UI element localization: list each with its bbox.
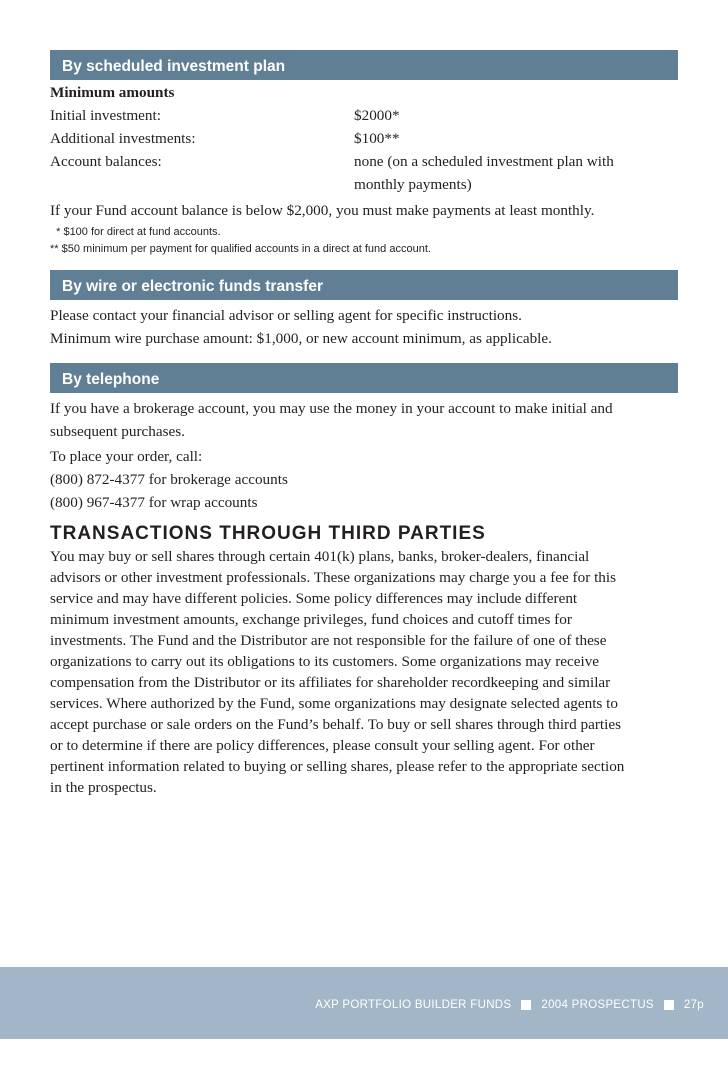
balance-note: If your Fund account balance is below $2,000, you must make payments at least monthly. [50,202,595,219]
paragraph-line: organizations to carry out its obligations to its customers. Some organizations may receive [50,653,600,670]
footnote-1: * $100 for direct at fund accounts. [50,226,221,238]
page-content [50,50,678,798]
third-parties-paragraph [50,546,678,798]
footnote-2: ** $50 minimum per payment for qualified accounts in a direct at fund account. [50,243,431,255]
telephone-phone-brokerage: (800) 872-4377 for brokerage accounts [50,471,288,488]
paragraph-line: You may buy or sell shares through certain 401(k) plans, banks, broker-dealers, financial [50,548,590,565]
minimum-row-additional [50,127,678,150]
row-value [354,150,678,196]
footer-fund-name: AXP PORTFOLIO BUILDER FUNDS [315,999,512,1011]
third-parties-heading: TRANSACTIONS THROUGH THIRD PARTIES [50,523,486,544]
telephone-line-1: If you have a brokerage account, you may use the money in your account to make initial and [50,400,613,417]
row-label: Initial investment: [50,107,161,124]
paragraph-line: pertinent information related to buying or selling shares, please refer to the appropriate section [50,758,625,775]
telephone-phone-wrap: (800) 967-4377 for wrap accounts [50,494,258,511]
minimum-row-balances [50,150,678,196]
row-value-line-2: monthly payments) [354,176,472,193]
page-footer [0,967,728,1039]
paragraph-line: investments. The Fund and the Distributor are not responsible for the failure of one of these [50,632,607,649]
row-value: $100** [354,130,400,147]
paragraph-line: accept purchase or sale orders on the Fund’s behalf. To buy or sell shares through third parties [50,716,621,733]
row-label: Account balances: [50,153,162,170]
wire-line-2: Minimum wire purchase amount: $1,000, or new account minimum, as applicable. [50,330,552,347]
telephone-line-3: To place your order, call: [50,448,203,465]
paragraph-line: in the prospectus. [50,779,157,796]
paragraph-line: services. Where authorized by the Fund, some organizations may designate selected agents to [50,695,618,712]
square-bullet-icon [521,1000,531,1010]
footer-page-number: 27p [683,999,704,1011]
paragraph-line: compensation from the Distributor or its affiliates for shareholder recordkeeping and similar [50,674,611,691]
section-header-wire-transfer: By wire or electronic funds transfer [50,270,678,300]
paragraph-line: service and may have different policies. Some policy differences may include different [50,590,578,607]
paragraph-line: advisors or other investment professionals. These organizations may charge you a fee for this [50,569,617,586]
paragraph-line: minimum investment amounts, exchange privileges, fund choices and cutoff times for [50,611,572,628]
paragraph-line: or to determine if there are policy differences, please consult your selling agent. For other [50,737,595,754]
wire-line-1: Please contact your financial advisor or selling agent for specific instructions. [50,307,522,324]
footer-text [315,999,704,1011]
row-value: $2000* [354,107,400,124]
row-label: Additional investments: [50,130,196,147]
row-value-line-1: none (on a scheduled investment plan with [354,153,614,170]
square-bullet-icon [664,1000,674,1010]
section-header-telephone: By telephone [50,363,678,393]
section-header-scheduled-investment: By scheduled investment plan [50,50,678,80]
minimum-row-initial [50,104,678,127]
footer-doc-name: 2004 PROSPECTUS [541,999,654,1011]
minimum-amounts-heading: Minimum amounts [50,84,175,101]
telephone-line-2: subsequent purchases. [50,423,185,440]
